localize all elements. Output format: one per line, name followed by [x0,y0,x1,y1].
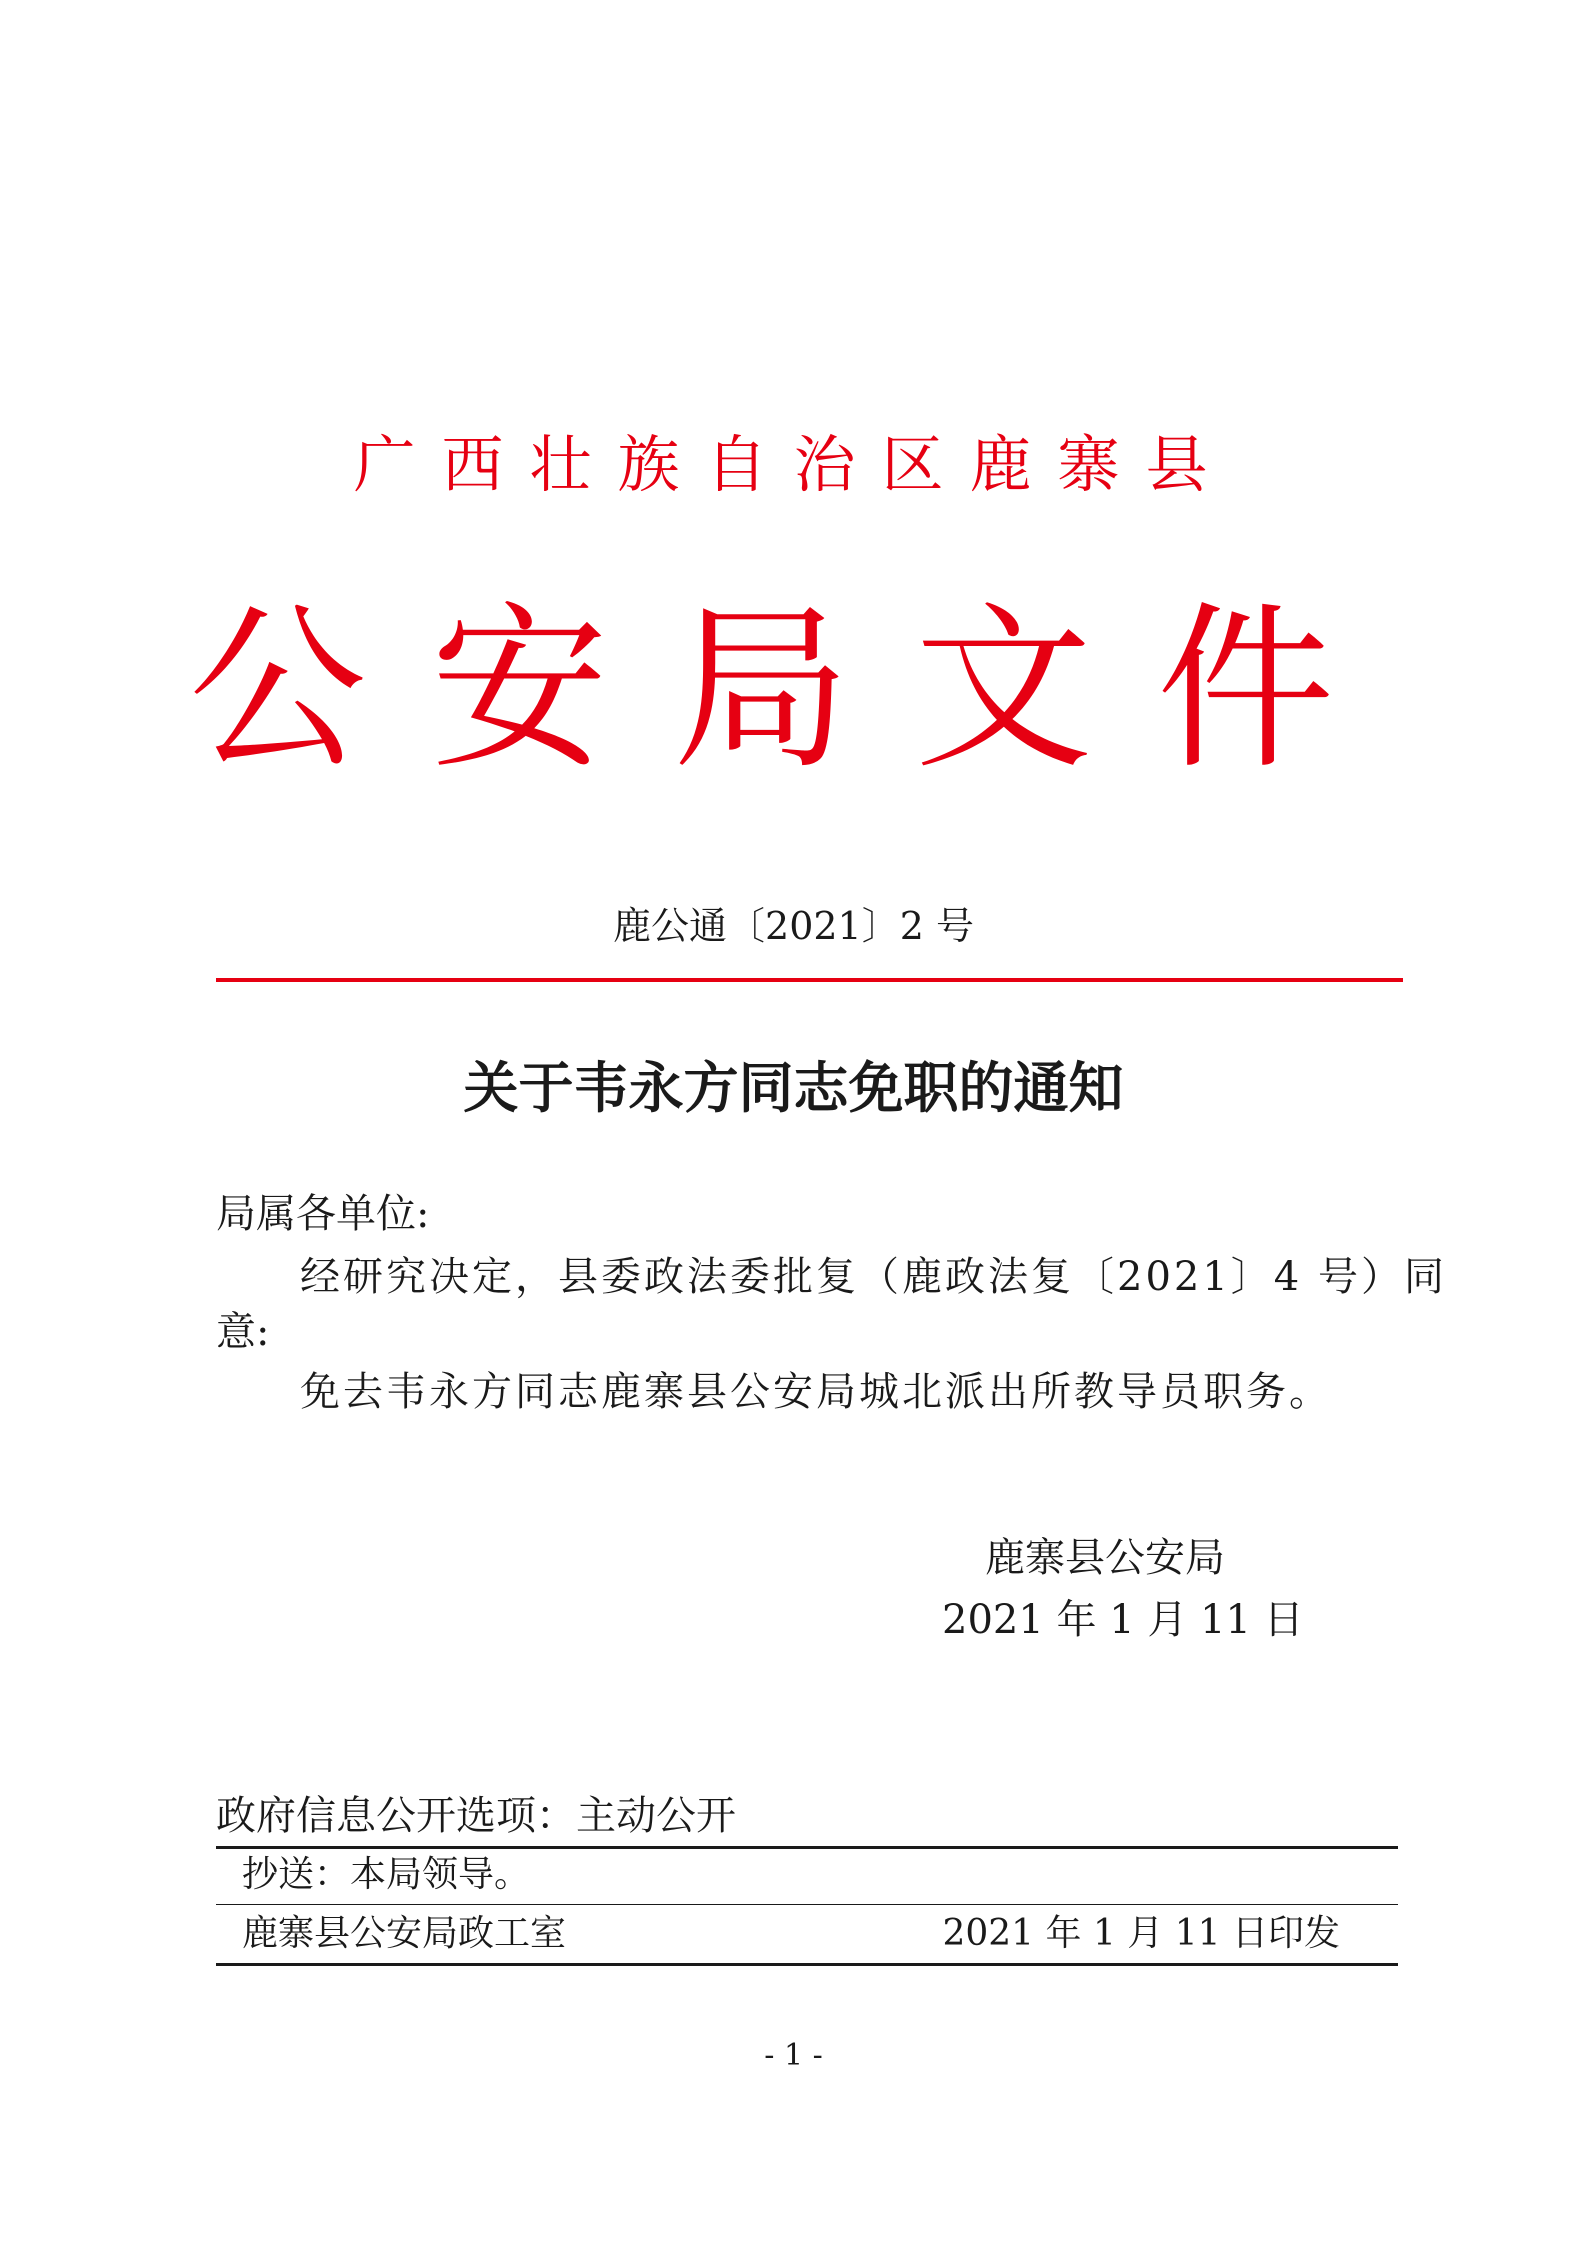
notice-title: 关于韦永方同志免职的通知 [463,1055,1124,1120]
footer-rule-middle [216,1904,1398,1905]
body-paragraph-1-continuation: 意: [216,1309,270,1355]
document-number: 鹿公通〔2021〕2 号 [613,904,974,948]
page-number: - 1 - [764,2038,823,2073]
signature-date: 2021 年 1 月 11 日 [942,1597,1304,1643]
body-paragraph-2: 免去韦永方同志鹿寨县公安局城北派出所教导员职务。 [300,1369,1332,1415]
footer-rule-bottom [216,1963,1398,1966]
cc-line: 抄送：本局领导。 [242,1854,531,1895]
issuing-office: 鹿寨县公安局政工室 [242,1913,567,1954]
document-masthead: 公安局文件 [188,586,1399,793]
issue-date: 2021 年 1 月 11 日印发 [942,1913,1340,1954]
red-divider [216,978,1403,982]
issuer-name: 广西壮族自治区鹿寨县 [353,428,1234,501]
body-paragraph-1: 经研究决定，县委政法委批复（鹿政法复〔2021〕4 号）同 [300,1254,1447,1300]
disclosure-option: 政府信息公开选项：主动公开 [216,1793,736,1839]
salutation: 局属各单位: [216,1191,430,1237]
signature-organization: 鹿寨县公安局 [985,1535,1225,1581]
